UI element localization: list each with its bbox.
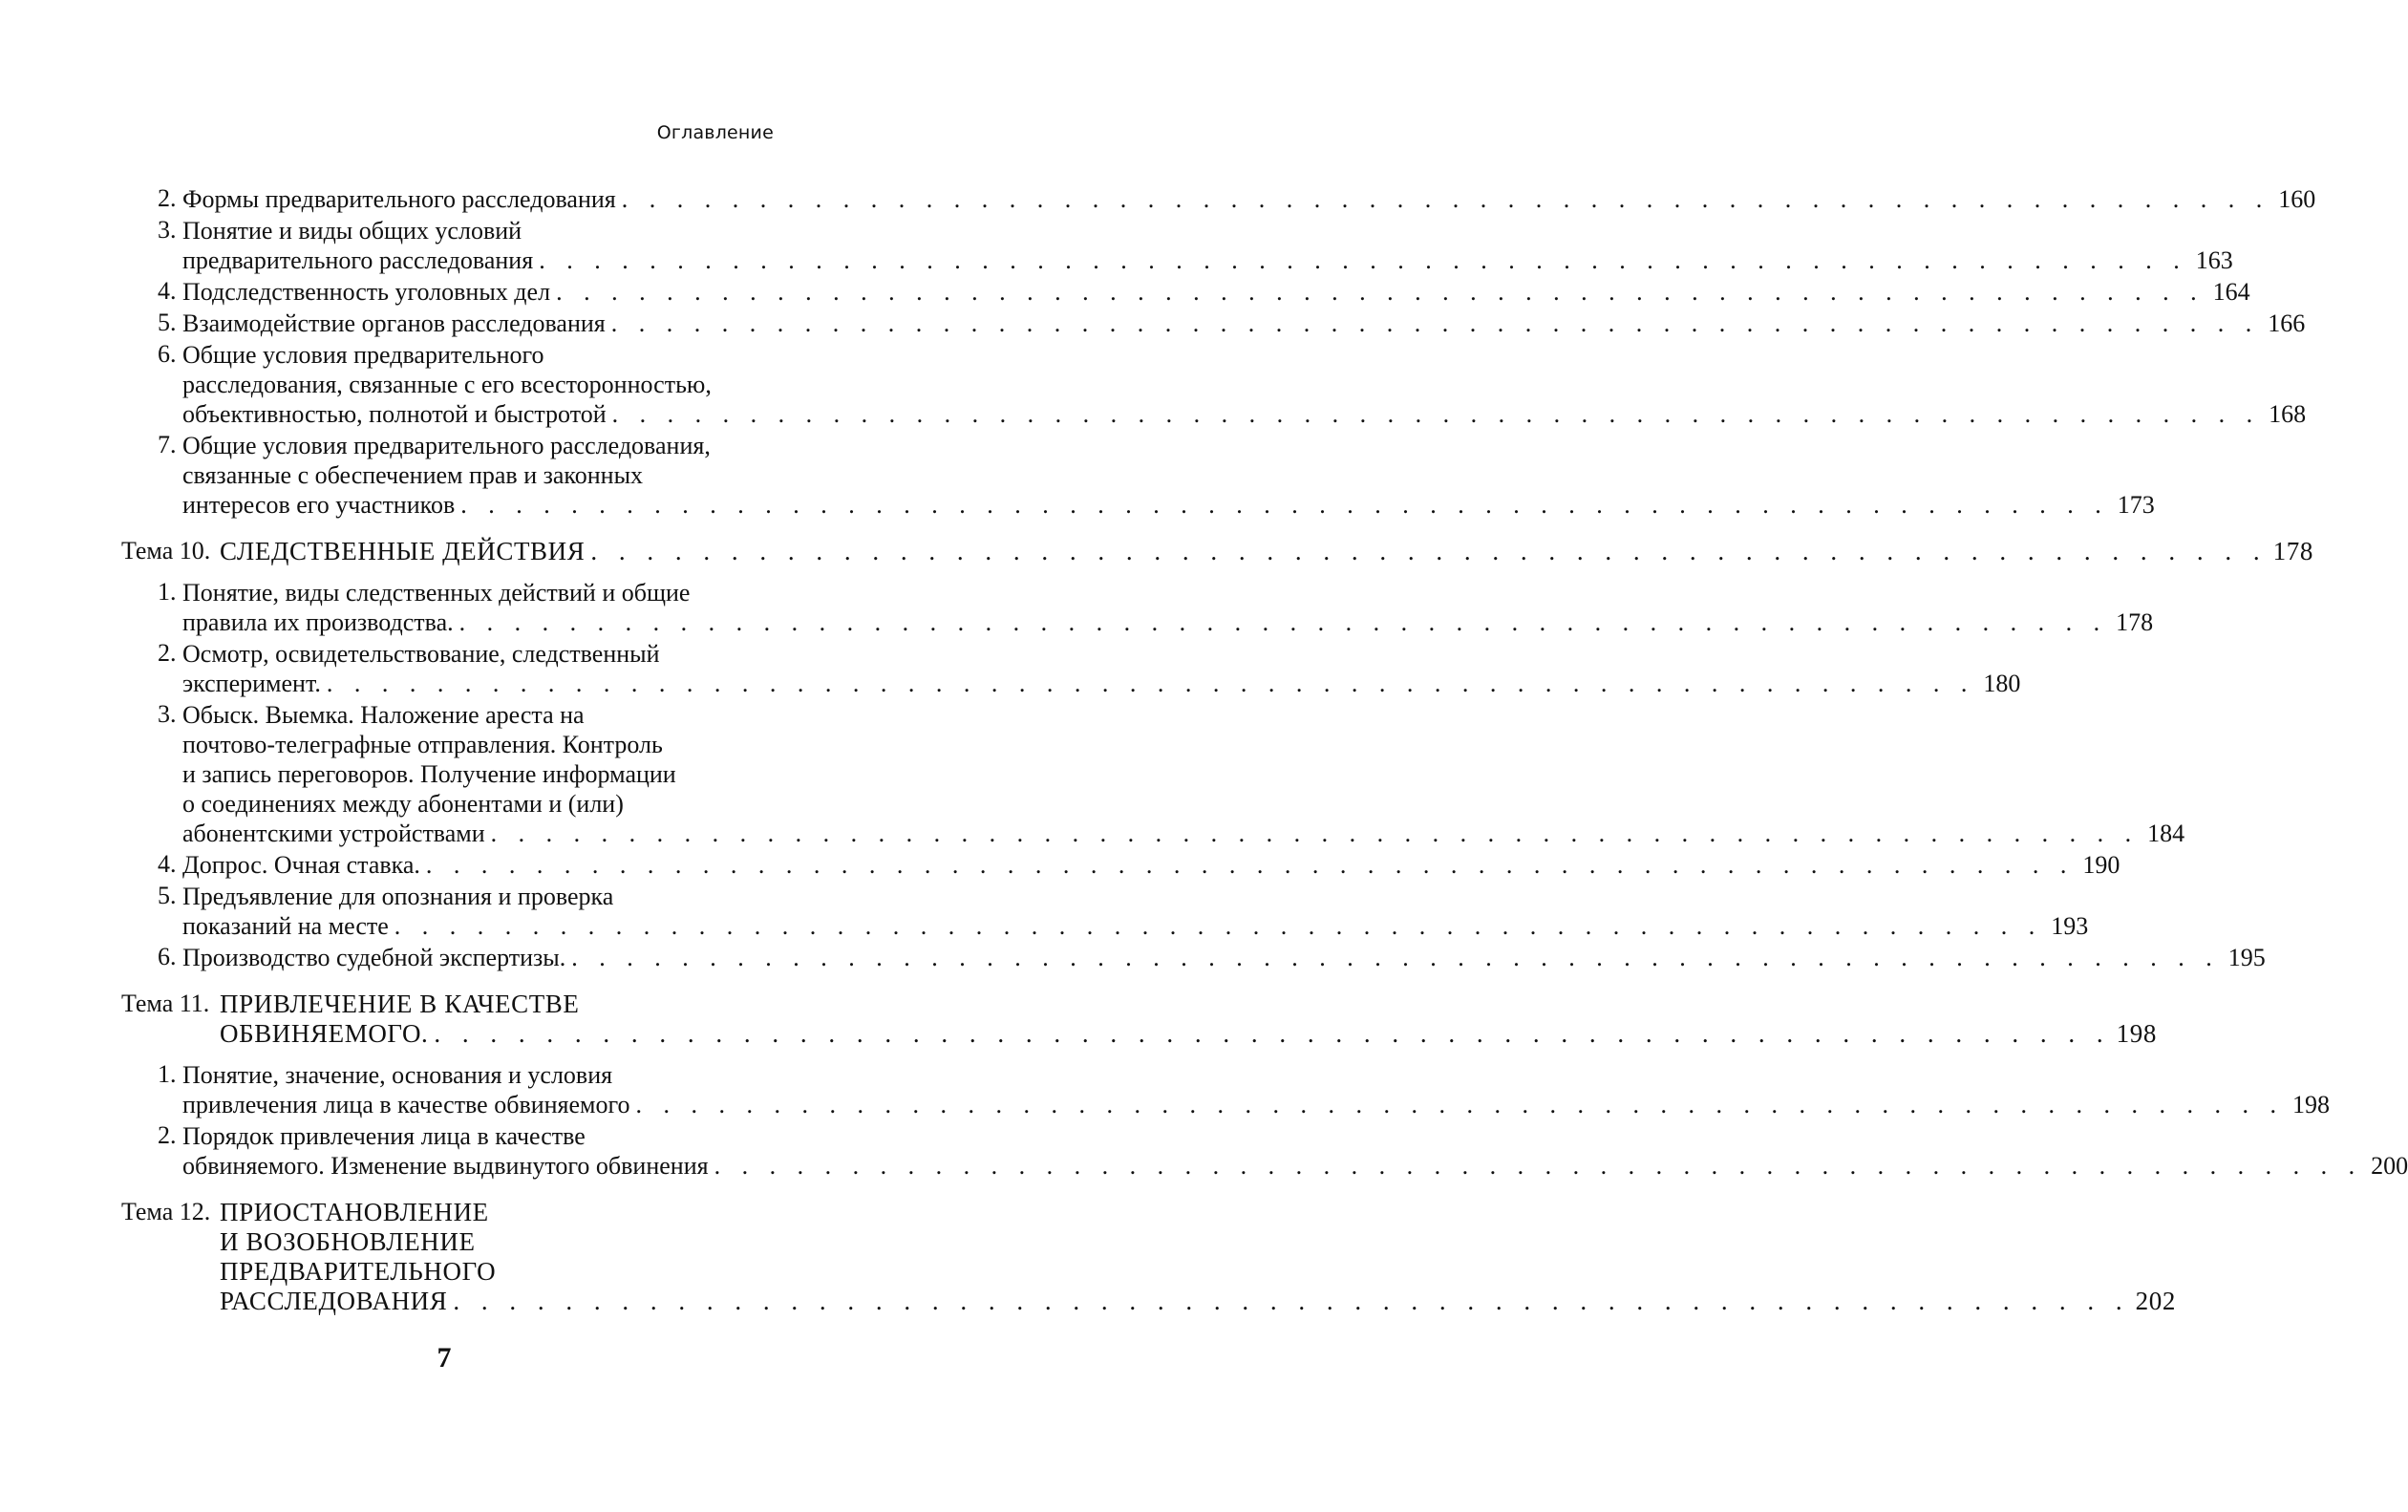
dot-leader: . . . . . . . . . . . . . . . . . . . . . . . . . . . . . . . . . . . . . . . . . . . . . . . . . . . . . . . . . . . . xyxy=(621,185,2270,213)
entry-text: Допрос. Очная ставка. xyxy=(182,851,420,879)
table-of-contents xyxy=(121,184,2408,1328)
page-ref: 190 xyxy=(2082,851,2120,879)
entry-line xyxy=(220,1227,774,1257)
item-number: 4. xyxy=(158,277,177,305)
toc-item xyxy=(121,1060,2331,1119)
entry-body xyxy=(158,1060,2331,1119)
entry-line xyxy=(182,943,2266,972)
entry-line xyxy=(182,607,2154,637)
entry-text: Понятие, значение, основания и условия xyxy=(182,1061,613,1089)
entry-body xyxy=(158,431,2155,520)
toc-item xyxy=(121,309,2306,338)
toc-item xyxy=(121,850,2120,880)
item-number: 7. xyxy=(158,431,177,458)
entry-body xyxy=(121,537,2313,566)
item-number: 6. xyxy=(158,340,177,368)
item-number: 1. xyxy=(158,1060,177,1088)
entry-line xyxy=(182,1060,774,1090)
page-ref: 160 xyxy=(2278,185,2316,213)
entry-line xyxy=(220,1019,2157,1049)
entry-line xyxy=(182,245,2233,275)
page-ref: 168 xyxy=(2269,400,2307,428)
entry-text: объективностью, полнотой и быстротой xyxy=(182,400,607,428)
entry-text: интересов его участников xyxy=(182,491,456,519)
dot-leader: . . . . . . . . . . . . . . . . . . . . . . . . . . . . . . . . . . . . . . . . . . . . . . . . . . . . . . . . . . . . xyxy=(611,400,2261,428)
dot-leader: . . . . . . . . . . . . . . . . . . . . . . . . . . . . . . . . . . . . . . . . . . . . . . . . . . . . . . . . . . . . xyxy=(458,608,2108,636)
entry-line xyxy=(182,216,774,245)
entry-text: расследования, связанные с его всесторонностью, xyxy=(182,371,712,398)
entry-line xyxy=(182,789,774,819)
page-ref: 195 xyxy=(2227,944,2266,971)
dot-leader: . . . . . . . . . . . . . . . . . . . . . . . . . . . . . . . . . . . . . . . . . . . . . . . . . . . . . . . . . . . . xyxy=(610,309,2260,337)
dot-leader: . . . . . . . . . . . . . . . . . . . . . . . . . . . . . . . . . . . . . . . . . . . . . . . . . . . . . . . . . . . . xyxy=(590,537,2268,565)
dot-leader: . . . . . . . . . . . . . . . . . . . . . . . . . . . . . . . . . . . . . . . . . . . . . . . . . . . . . . . . . . . . xyxy=(326,670,1975,697)
dot-leader: . . . . . . . . . . . . . . . . . . . . . . . . . . . . . . . . . . . . . . . . . . . . . . . . . . . . . . . . . . . . xyxy=(571,944,2220,971)
dot-leader: . . . . . . . . . . . . . . . . . . . . . . . . . . . . . . . . . . . . . . . . . . . . . . . . . . . . . . . . . . . . xyxy=(714,1152,2363,1180)
entry-text: показаний на месте xyxy=(182,912,389,940)
entry-line xyxy=(182,184,2316,214)
page-ref: 193 xyxy=(2051,912,2089,940)
entry-line xyxy=(182,490,2155,520)
entry-text: Порядок привлечения лица в качестве xyxy=(182,1122,586,1150)
item-number: 2. xyxy=(158,184,177,212)
entry-text: ОБВИНЯЕМОГО. xyxy=(220,1019,429,1048)
entry-body xyxy=(158,882,2089,941)
page-ref: 164 xyxy=(2212,278,2250,306)
item-number: 5. xyxy=(158,882,177,909)
entry-text: и запись переговоров. Получение информации xyxy=(182,760,676,788)
toc-item xyxy=(121,882,2089,941)
entry-body xyxy=(121,1198,2176,1316)
toc-item xyxy=(121,700,2185,848)
toc-item xyxy=(121,184,2316,214)
toc-topic xyxy=(121,537,2313,566)
entry-text: почтово-телеграфные отправления. Контроль xyxy=(182,731,663,758)
page-ref: 184 xyxy=(2147,820,2185,847)
entry-line xyxy=(182,309,2306,338)
entry-body xyxy=(158,639,2021,698)
page-ref: 178 xyxy=(2116,608,2154,636)
entry-text: Обыск. Выемка. Наложение ареста на xyxy=(182,701,585,729)
topic-number: Тема 12. xyxy=(121,1198,211,1225)
entry-line xyxy=(220,1198,774,1227)
dot-leader: . . . . . . . . . . . . . . . . . . . . . . . . . . . . . . . . . . . . . . . . . . . . . . . . . . . . . . . . . . . . xyxy=(490,820,2140,847)
item-number: 3. xyxy=(158,700,177,728)
entry-text: Формы предварительного расследования xyxy=(182,185,616,213)
entry-body xyxy=(158,340,2307,429)
dot-leader: . . . . . . . . . . . . . . . . . . . . . . . . . . . . . . . . . . . . . . . . . . . . . . . . . . . . . . . . . . . . xyxy=(635,1091,2285,1118)
entry-text: правила их производства. xyxy=(182,608,454,636)
entry-line xyxy=(182,639,774,669)
entry-line xyxy=(182,399,2307,429)
entry-text: связанные с обеспечением прав и законных xyxy=(182,461,644,489)
toc-item xyxy=(121,340,2307,429)
entry-text: ПРИВЛЕЧЕНИЕ В КАЧЕСТВЕ xyxy=(220,990,580,1018)
entry-text: Подследственность уголовных дел xyxy=(182,278,551,306)
item-number: 6. xyxy=(158,943,177,970)
entry-body xyxy=(158,216,2233,275)
entry-body xyxy=(121,990,2157,1049)
entry-text: ПРИОСТАНОВЛЕНИЕ xyxy=(220,1198,489,1226)
entry-body xyxy=(158,184,2316,214)
page-ref: 198 xyxy=(2116,1019,2157,1048)
item-number: 2. xyxy=(158,1121,177,1149)
entry-line xyxy=(182,1121,774,1151)
dot-leader: . . . . . . . . . . . . . . . . . . . . . . . . . . . . . . . . . . . . . . . . . . . . . . . . . . . . . . . . . . . . xyxy=(460,491,2109,519)
entry-text: Общие условия предварительного расследования, xyxy=(182,432,711,459)
item-number: 4. xyxy=(158,850,177,878)
entry-line xyxy=(182,882,774,911)
entry-text: о соединениях между абонентами и (или) xyxy=(182,790,624,818)
dot-leader: . . . . . . . . . . . . . . . . . . . . . . . . . . . . . . . . . . . . . . . . . . . . . . . . . . . . . . . . . . . . xyxy=(425,851,2075,879)
item-number: 3. xyxy=(158,216,177,244)
dot-leader: . . . . . . . . . . . . . . . . . . . . . . . . . . . . . . . . . . . . . . . . . . . . . . . . . . . . . . . . . . . . xyxy=(539,246,2187,274)
entry-line xyxy=(182,340,774,370)
dot-leader: . . . . . . . . . . . . . . . . . . . . . . . . . . . . . . . . . . . . . . . . . . . . . . . . . . . . . . . . . . . . xyxy=(434,1019,2111,1048)
page-ref: 163 xyxy=(2195,246,2233,274)
entry-text: Предъявление для опознания и проверка xyxy=(182,883,614,910)
entry-text: обвиняемого. Изменение выдвинутого обвинения xyxy=(182,1152,709,1180)
entry-line xyxy=(182,460,774,490)
entry-line xyxy=(182,819,2185,848)
entry-line xyxy=(182,431,774,460)
entry-body xyxy=(158,850,2120,880)
topic-number: Тема 11. xyxy=(121,990,210,1017)
page-ref: 178 xyxy=(2272,537,2313,565)
toc-topic xyxy=(121,990,2157,1049)
entry-text: РАССЛЕДОВАНИЯ xyxy=(220,1287,448,1315)
entry-text: эксперимент. xyxy=(182,670,321,697)
entry-body xyxy=(158,309,2306,338)
entry-text: привлечения лица в качестве обвиняемого xyxy=(182,1091,630,1118)
entry-text: Производство судебной экспертизы. xyxy=(182,944,566,971)
entry-line xyxy=(220,537,2313,566)
entry-line xyxy=(220,1257,774,1287)
entry-body xyxy=(158,700,2185,848)
entry-line xyxy=(220,990,774,1019)
entry-text: СЛЕДСТВЕННЫЕ ДЕЙСТВИЯ xyxy=(220,537,586,565)
entry-text: Общие условия предварительного xyxy=(182,341,544,369)
entry-text: Взаимодействие органов расследования xyxy=(182,309,606,337)
toc-item xyxy=(121,943,2266,972)
entry-text: Понятие и виды общих условий xyxy=(182,217,522,245)
toc-item xyxy=(121,431,2155,520)
entry-text: И ВОЗОБНОВЛЕНИЕ xyxy=(220,1227,476,1256)
toc-topic xyxy=(121,1198,2176,1316)
dot-leader: . . . . . . . . . . . . . . . . . . . . . . . . . . . . . . . . . . . . . . . . . . . . . . . . . . . . . . . . . . . . xyxy=(556,278,2205,306)
entry-line xyxy=(182,911,2089,941)
entry-text: ПРЕДВАРИТЕЛЬНОГО xyxy=(220,1257,497,1286)
page-number: 7 xyxy=(437,1342,452,1374)
entry-body xyxy=(158,578,2154,637)
entry-line xyxy=(182,700,774,730)
toc-item xyxy=(121,216,2233,275)
dot-leader: . . . . . . . . . . . . . . . . . . . . . . . . . . . . . . . . . . . . . . . . . . . . . . . . . . . . . . . . . . . . xyxy=(453,1287,2130,1315)
running-head: Оглавление xyxy=(656,122,774,143)
entry-line xyxy=(182,1151,2408,1181)
page-ref: 173 xyxy=(2117,491,2155,519)
entry-text: абонентскими устройствами xyxy=(182,820,485,847)
entry-line xyxy=(182,277,2250,307)
entry-body xyxy=(158,943,2266,972)
toc-item xyxy=(121,639,2021,698)
topic-number: Тема 10. xyxy=(121,537,211,564)
toc-item xyxy=(121,1121,2408,1181)
item-number: 2. xyxy=(158,639,177,667)
page-ref: 166 xyxy=(2268,309,2306,337)
item-number: 1. xyxy=(158,578,177,606)
entry-text: предварительного расследования xyxy=(182,246,534,274)
toc-item xyxy=(121,277,2250,307)
page-ref: 200 xyxy=(2371,1152,2408,1180)
entry-line xyxy=(182,759,774,789)
entry-line xyxy=(182,370,774,399)
entry-line xyxy=(182,669,2021,698)
entry-line xyxy=(182,1090,2331,1119)
page-ref: 202 xyxy=(2135,1287,2176,1315)
entry-text: Осмотр, освидетельствование, следственный xyxy=(182,640,660,668)
entry-body xyxy=(158,1121,2408,1181)
entry-line xyxy=(182,850,2120,880)
entry-line xyxy=(182,578,774,607)
dot-leader: . . . . . . . . . . . . . . . . . . . . . . . . . . . . . . . . . . . . . . . . . . . . . . . . . . . . . . . . . . . . xyxy=(394,912,2043,940)
page-ref: 180 xyxy=(1983,670,2021,697)
entry-line xyxy=(182,730,774,759)
toc-item xyxy=(121,578,2154,637)
entry-text: Понятие, виды следственных действий и общие xyxy=(182,579,691,607)
page-ref: 198 xyxy=(2292,1091,2331,1118)
entry-body xyxy=(158,277,2250,307)
item-number: 5. xyxy=(158,309,177,336)
entry-line xyxy=(220,1287,2176,1316)
